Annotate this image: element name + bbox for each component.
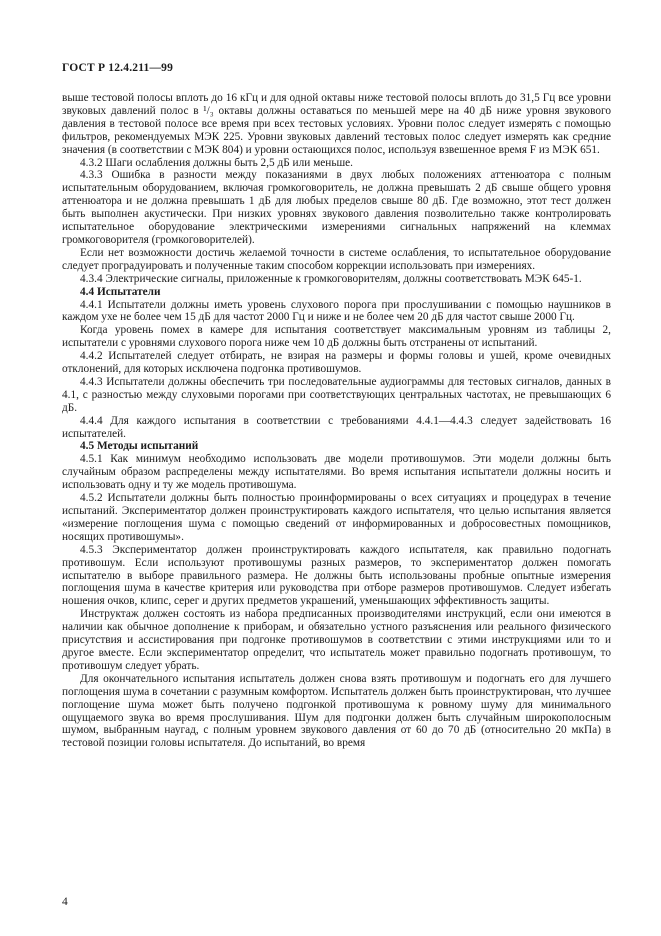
paragraph: Инструктаж должен состоять из набора предписанных производителями инструкций, если они имеются в наличии как обычное дополнение к приборам, и обязательно устного разъяснения или реального физического присутствия и ассистирования при подгонке противошумов в соответствии с этими инструкциями или то и другое вместе. Если экспериментатор определит, что испытатель может правильно подогнать противошум, то противошум следует убрать.	[62, 608, 611, 672]
page-number: 4	[62, 896, 68, 908]
section-heading: 4.4 Испытатели	[80, 285, 161, 298]
paragraph: 4.5.3 Экспериментатор должен проинструктировать каждого испытателя, как правильно подогнать противошум. Если используют противошумы разных размеров, то экспериментатор должен помогать испытателю в выборе правильного размера. Не должны быть использованы пробные опытные измерения поглощения шума в качестве критерия или руководства при отборе размеров противошумов. Следует избегать ношения очков, клипс, серег и других предметов украшений, уменьшающих эффективность защиты.	[62, 543, 611, 608]
section-heading: 4.5 Методы испытаний	[80, 440, 199, 453]
paragraph: 4.4.4 Для каждого испытания в соответствии с требованиями 4.4.1—4.4.3 следует задействовать 16 испытателей.	[62, 414, 611, 440]
paragraph: Если нет возможности достичь желаемой точности в системе ослабления, то испытательное оборудование следует проградуировать и полученные таким способом коррекции использовать при измерениях.	[62, 246, 611, 272]
document-body	[62, 92, 611, 750]
document-header: ГОСТ Р 12.4.211—99	[62, 62, 174, 74]
paragraph: 4.3.2 Шаги ослабления должны быть 2,5 дБ или меньше.	[80, 156, 354, 169]
paragraph: Когда уровень помех в камере для испытания соответствует максимальным уровням из таблицы 2, испытатели с уровнями слухового порога ниже чем 10 дБ должны быть отстранены от испытаний.	[62, 324, 611, 350]
paragraph: 4.4.2 Испытателей следует отбирать, не взирая на размеры и формы головы и ушей, кроме очевидных отклонений, для которых исключена подгонка противошумов.	[62, 350, 611, 376]
paragraph: выше тестовой полосы вплоть до 16 кГц и для одной октавы ниже тестовой полосы вплоть до 31,5 Гц все уровни звуковых давлений полос в ¹/₃ октавы должны оставаться по меньшей мере на 40 дБ ниже уровня звукового давления в тестовой полосе все время при всех тестовых условиях. Уровни полос следует измерять с помощью фильтров, рекомендуемых МЭК 225. Уровни звуковых давлений тестовых полос следует измерять как средние значения (в соответствии с МЭК 804) и уровни остающихся полос, используя взвешенное время F из МЭК 651.	[62, 92, 611, 156]
paragraph: 4.5.2 Испытатели должны быть полностью проинформированы о всех ситуациях и процедурах в течение испытаний. Экспериментатор должен проинструктировать каждого испытателя, что целью испытания является «измерение поглощения шума с помощью сведений от информированных и добросовестных помощников, носящих противошумы».	[62, 492, 611, 543]
paragraph: Для окончательного испытания испытатель должен снова взять противошум и подогнать его для лучшего поглощения шума в сочетании с разумным комфортом. Испытатель должен быть проинструктирован, что лучшее поглощение шума может быть получено подгонкой противошума к ровному шуму для минимального ощущаемого звука во время прослушивания. Шум для подгонки должен быть случайным широкополосным шумом, выбранным наугад, с полным уровнем звукового давления от 60 до 70 дБ (относительно 20 мкПа) в тестовой позиции головы испытателя. До испытаний, во время	[62, 672, 611, 750]
paragraph: 4.5.1 Как минимум необходимо использовать две модели противошумов. Эти модели должны быть случайным образом распределены между испытателями. Во время испытания испытатели должны носить и использовать одну и ту же модель противошума.	[62, 453, 611, 492]
paragraph: 4.3.4 Электрические сигналы, приложенные к громкоговорителям, должны соответствовать МЭК 645-1.	[80, 272, 582, 285]
paragraph: 4.4.3 Испытатели должны обеспечить три последовательные аудиограммы для тестовых сигналов, данных в 4.1, с разностью между слуховыми порогами при соответствующих центральных частотах, не превышающих 6 дБ.	[62, 375, 611, 414]
paragraph: 4.4.1 Испытатели должны иметь уровень слухового порога при прослушивании с помощью наушников в каждом ухе не более чем 15 дБ для частот 2000 Гц и ниже и не более чем 20 дБ для частот свыше 2000 Гц.	[62, 298, 611, 324]
paragraph: 4.3.3 Ошибка в разности между показаниями в двух любых положениях аттенюатора с полным испытательным оборудованием, включая громкоговоритель, не должна превышать 2 дБ свыше общего уровня аттенюатора и не должна превышать 1 дБ для любых пределов свыше 80 дБ. Где возможно, этот тест должен быть выполнен акустически. При низких уровнях звукового давления позволительно также контролировать испытательное оборудование электрическими измерениями сигнальных напряжений на клеммах громкоговорителя (громкоговорителей).	[62, 169, 611, 246]
